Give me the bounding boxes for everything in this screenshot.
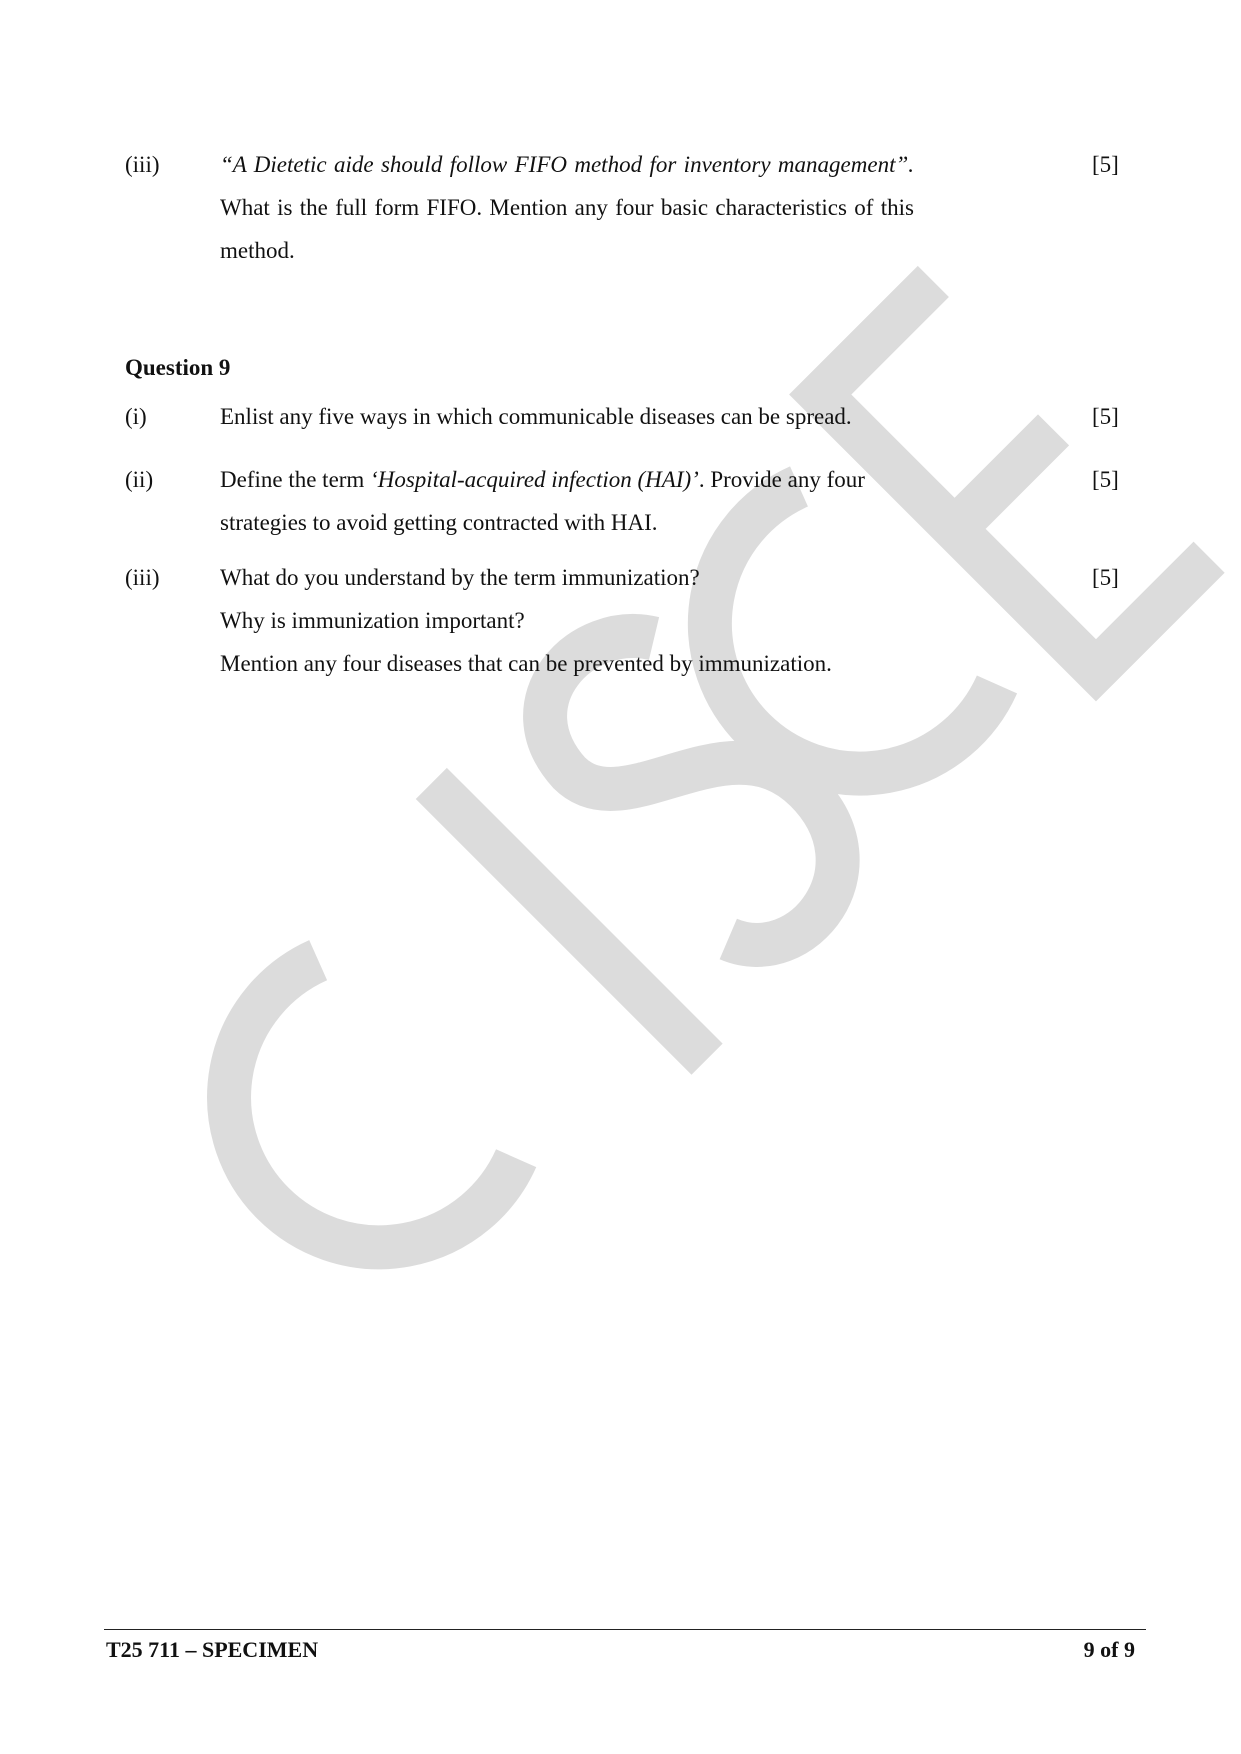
defined-term: ‘Hospital-acquired infection (HAI)’ — [370, 467, 699, 492]
question-body: What is the full form FIFO. Mention any four basic characteristics of this method. — [220, 195, 914, 263]
marks-label: [5] — [1092, 565, 1119, 590]
question-line-3: Mention any four diseases that can be prevented by immunization. — [220, 651, 832, 676]
question-line-2: Why is immunization important? — [220, 608, 525, 633]
quote-text: “A Dietetic aide should follow FIFO method for inventory management”. — [220, 152, 914, 177]
marks-label: [5] — [1092, 152, 1119, 177]
question-text — [220, 458, 914, 544]
marks-label: [5] — [1092, 467, 1119, 492]
question-text — [220, 556, 914, 685]
part-number: (ii) — [125, 467, 154, 492]
part-number: (iii) — [125, 152, 160, 177]
footer-divider — [104, 1629, 1146, 1630]
question-text — [220, 143, 914, 272]
part-number: (i) — [125, 404, 147, 429]
part-number: (iii) — [125, 565, 160, 590]
text-after-term: . Provide any four strategies to avoid getting contracted with HAI. — [220, 467, 865, 535]
question-8-part-iii — [0, 143, 1241, 283]
marks-label: [5] — [1092, 404, 1119, 429]
question-line-1: What do you understand by the term immunization? — [220, 565, 700, 590]
page-number: 9 of 9 — [1083, 1637, 1135, 1662]
paper-code: T25 711 – SPECIMEN — [106, 1637, 319, 1662]
text-before-term: Define the term — [220, 467, 371, 492]
question-9-title: Question 9 — [125, 355, 231, 380]
question-text: Enlist any five ways in which communicable diseases can be spread. — [220, 404, 852, 429]
